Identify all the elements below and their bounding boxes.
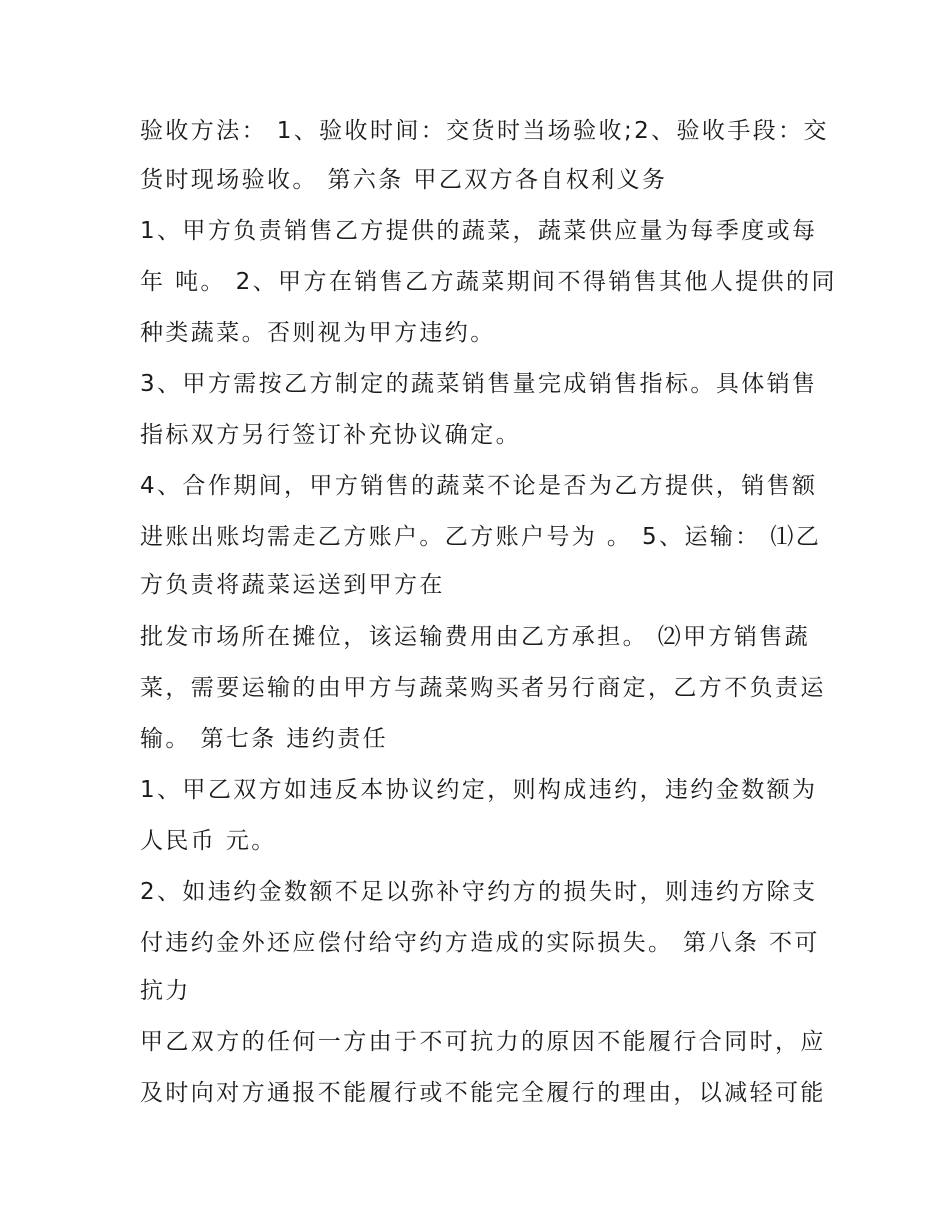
text-line: 方负责将蔬菜运送到甲方在 xyxy=(140,572,445,598)
text-line: 甲乙双方的任何一方由于不可抗力的原因不能履行合同时，应 xyxy=(140,1029,826,1055)
text-line: 输。 第七条 违约责任 xyxy=(140,726,389,752)
text-line: 抗力 xyxy=(140,978,191,1004)
text-line: 货时现场验收。 第六条 甲乙双方各自权利义务 xyxy=(140,167,668,193)
text-line: 指标双方另行签订补充协议确定。 xyxy=(140,422,521,448)
text-line: 验收方法： 1、验收时间：交货时当场验收;2、验收手段：交 xyxy=(140,118,829,144)
text-line: 4、合作期间，甲方销售的蔬菜不论是否为乙方提供，销售额 xyxy=(140,473,818,499)
text-line: 2、如违约金数额不足以弥补守约方的损失时，则违约方除支 xyxy=(140,879,818,905)
text-line: 菜，需要运输的由甲方与蔬菜购买者另行商定，乙方不负责运 xyxy=(140,675,826,701)
text-line: 进账出账均需走乙方账户。乙方账户号为 。 5、运输： ⑴乙 xyxy=(140,524,822,550)
text-line: 付违约金外还应偿付给守约方造成的实际损失。 第八条 不可 xyxy=(140,930,820,956)
text-line: 1、甲乙双方如违反本协议约定，则构成违约，违约金数额为 xyxy=(140,777,818,803)
text-line: 年 吨。 2、甲方在销售乙方蔬菜期间不得销售其他人提供的同 xyxy=(140,269,837,295)
text-line: 及时向对方通报不能履行或不能完全履行的理由，以减轻可能 xyxy=(140,1080,826,1106)
text-line: 人民币 元。 xyxy=(140,828,277,854)
text-line: 种类蔬菜。否则视为甲方违约。 xyxy=(140,320,496,346)
text-line: 批发市场所在摊位，该运输费用由乙方承担。 ⑵甲方销售蔬 xyxy=(140,624,811,650)
text-line: 1、甲方负责销售乙方提供的蔬菜，蔬菜供应量为每季度或每 xyxy=(140,218,818,244)
text-line: 3、甲方需按乙方制定的蔬菜销售量完成销售指标。具体销售 xyxy=(140,371,818,397)
